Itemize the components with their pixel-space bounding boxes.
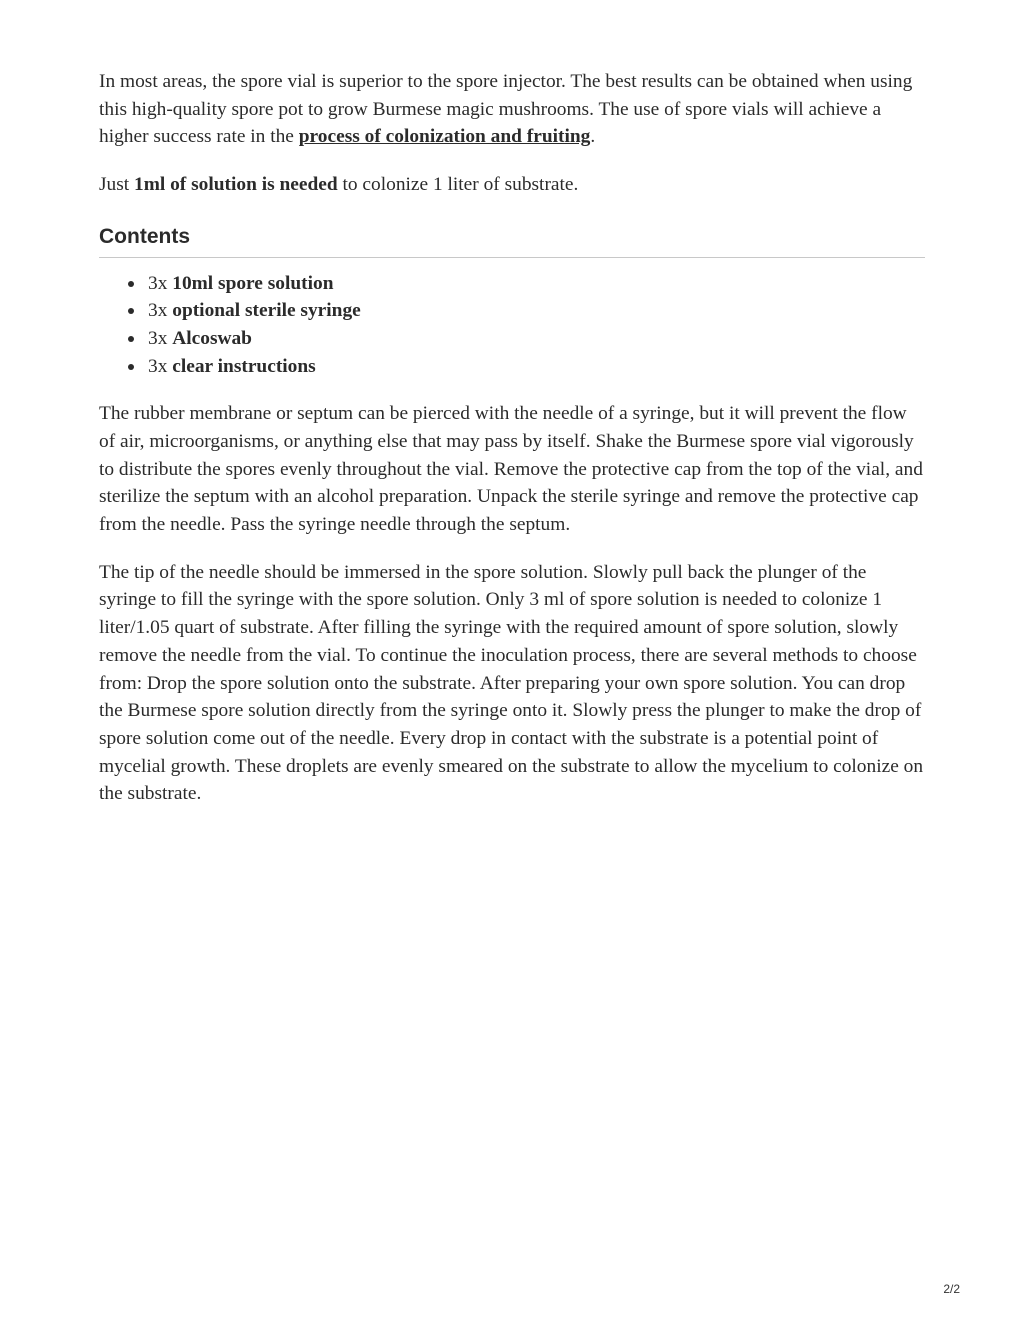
item-quantity: 3x (148, 272, 173, 294)
item-name: clear instructions (172, 355, 316, 377)
list-item (148, 297, 925, 325)
dosage-prefix: Just (99, 174, 135, 196)
item-name: optional sterile syringe (172, 300, 361, 322)
dosage-suffix: to colonize 1 liter of substrate. (337, 174, 579, 196)
colonization-fruiting-link[interactable]: process of colonization and fruiting (298, 126, 591, 148)
item-name: 10ml spore solution (172, 272, 334, 294)
contents-heading: Contents (99, 225, 925, 258)
dosage-bold: 1ml of solution is needed (134, 174, 338, 196)
item-name: Alcoswab (172, 328, 252, 349)
intro-paragraph (99, 68, 925, 151)
page-number: 2/2 (943, 1282, 960, 1296)
dosage-paragraph (99, 171, 925, 199)
item-quantity: 3x (148, 355, 173, 377)
intro-text: In most areas, the spore vial is superior to the spore injector. The best results can be obtained when using this high-quality spore pot to grow Burmese magic mushrooms. The use of spore vials will achieve a higher success rate in the (99, 71, 913, 148)
document-body (99, 68, 925, 828)
list-item (148, 325, 925, 353)
inoculation-paragraph: The tip of the needle should be immersed in the spore solution. Slowly pull back the plunger of the syringe to fill the syringe with the spore solution. Only 3 ml of spore solution is needed to colonize 1 liter/1.05 quart of substrate. After filling the syringe with the required amount of spore solution, slowly remove the needle from the vial. To continue the inoculation process, there are several methods to choose from: Drop the spore solution onto the substrate. After preparing your own spore solution. You can drop the Burmese spore solution directly from the syringe onto it. Slowly press the plunger to make the drop of spore solution come out of the needle. Every drop in contact with the substrate is a potential point of mycelial growth. These droplets are evenly smeared on the substrate to allow the mycelium to colonize on the substrate. (99, 561, 924, 805)
contents-list (99, 270, 925, 380)
list-item (148, 270, 925, 298)
item-quantity: 3x (148, 328, 173, 349)
item-quantity: 3x (148, 300, 173, 322)
septum-paragraph: The rubber membrane or septum can be pierced with the needle of a syringe, but it will prevent the flow of air, microorganisms, or anything else that may pass by itself. Shake the Burmese spore vial vigorously to distribute the spores evenly throughout the vial. Remove the protective cap from the top of the vial, and sterilize the septum with an alcohol preparation. Unpack the sterile syringe and remove the protective cap from the needle. Pass the syringe needle through the septum. (99, 403, 923, 535)
intro-text-end: . (590, 126, 596, 148)
list-item (148, 353, 925, 381)
